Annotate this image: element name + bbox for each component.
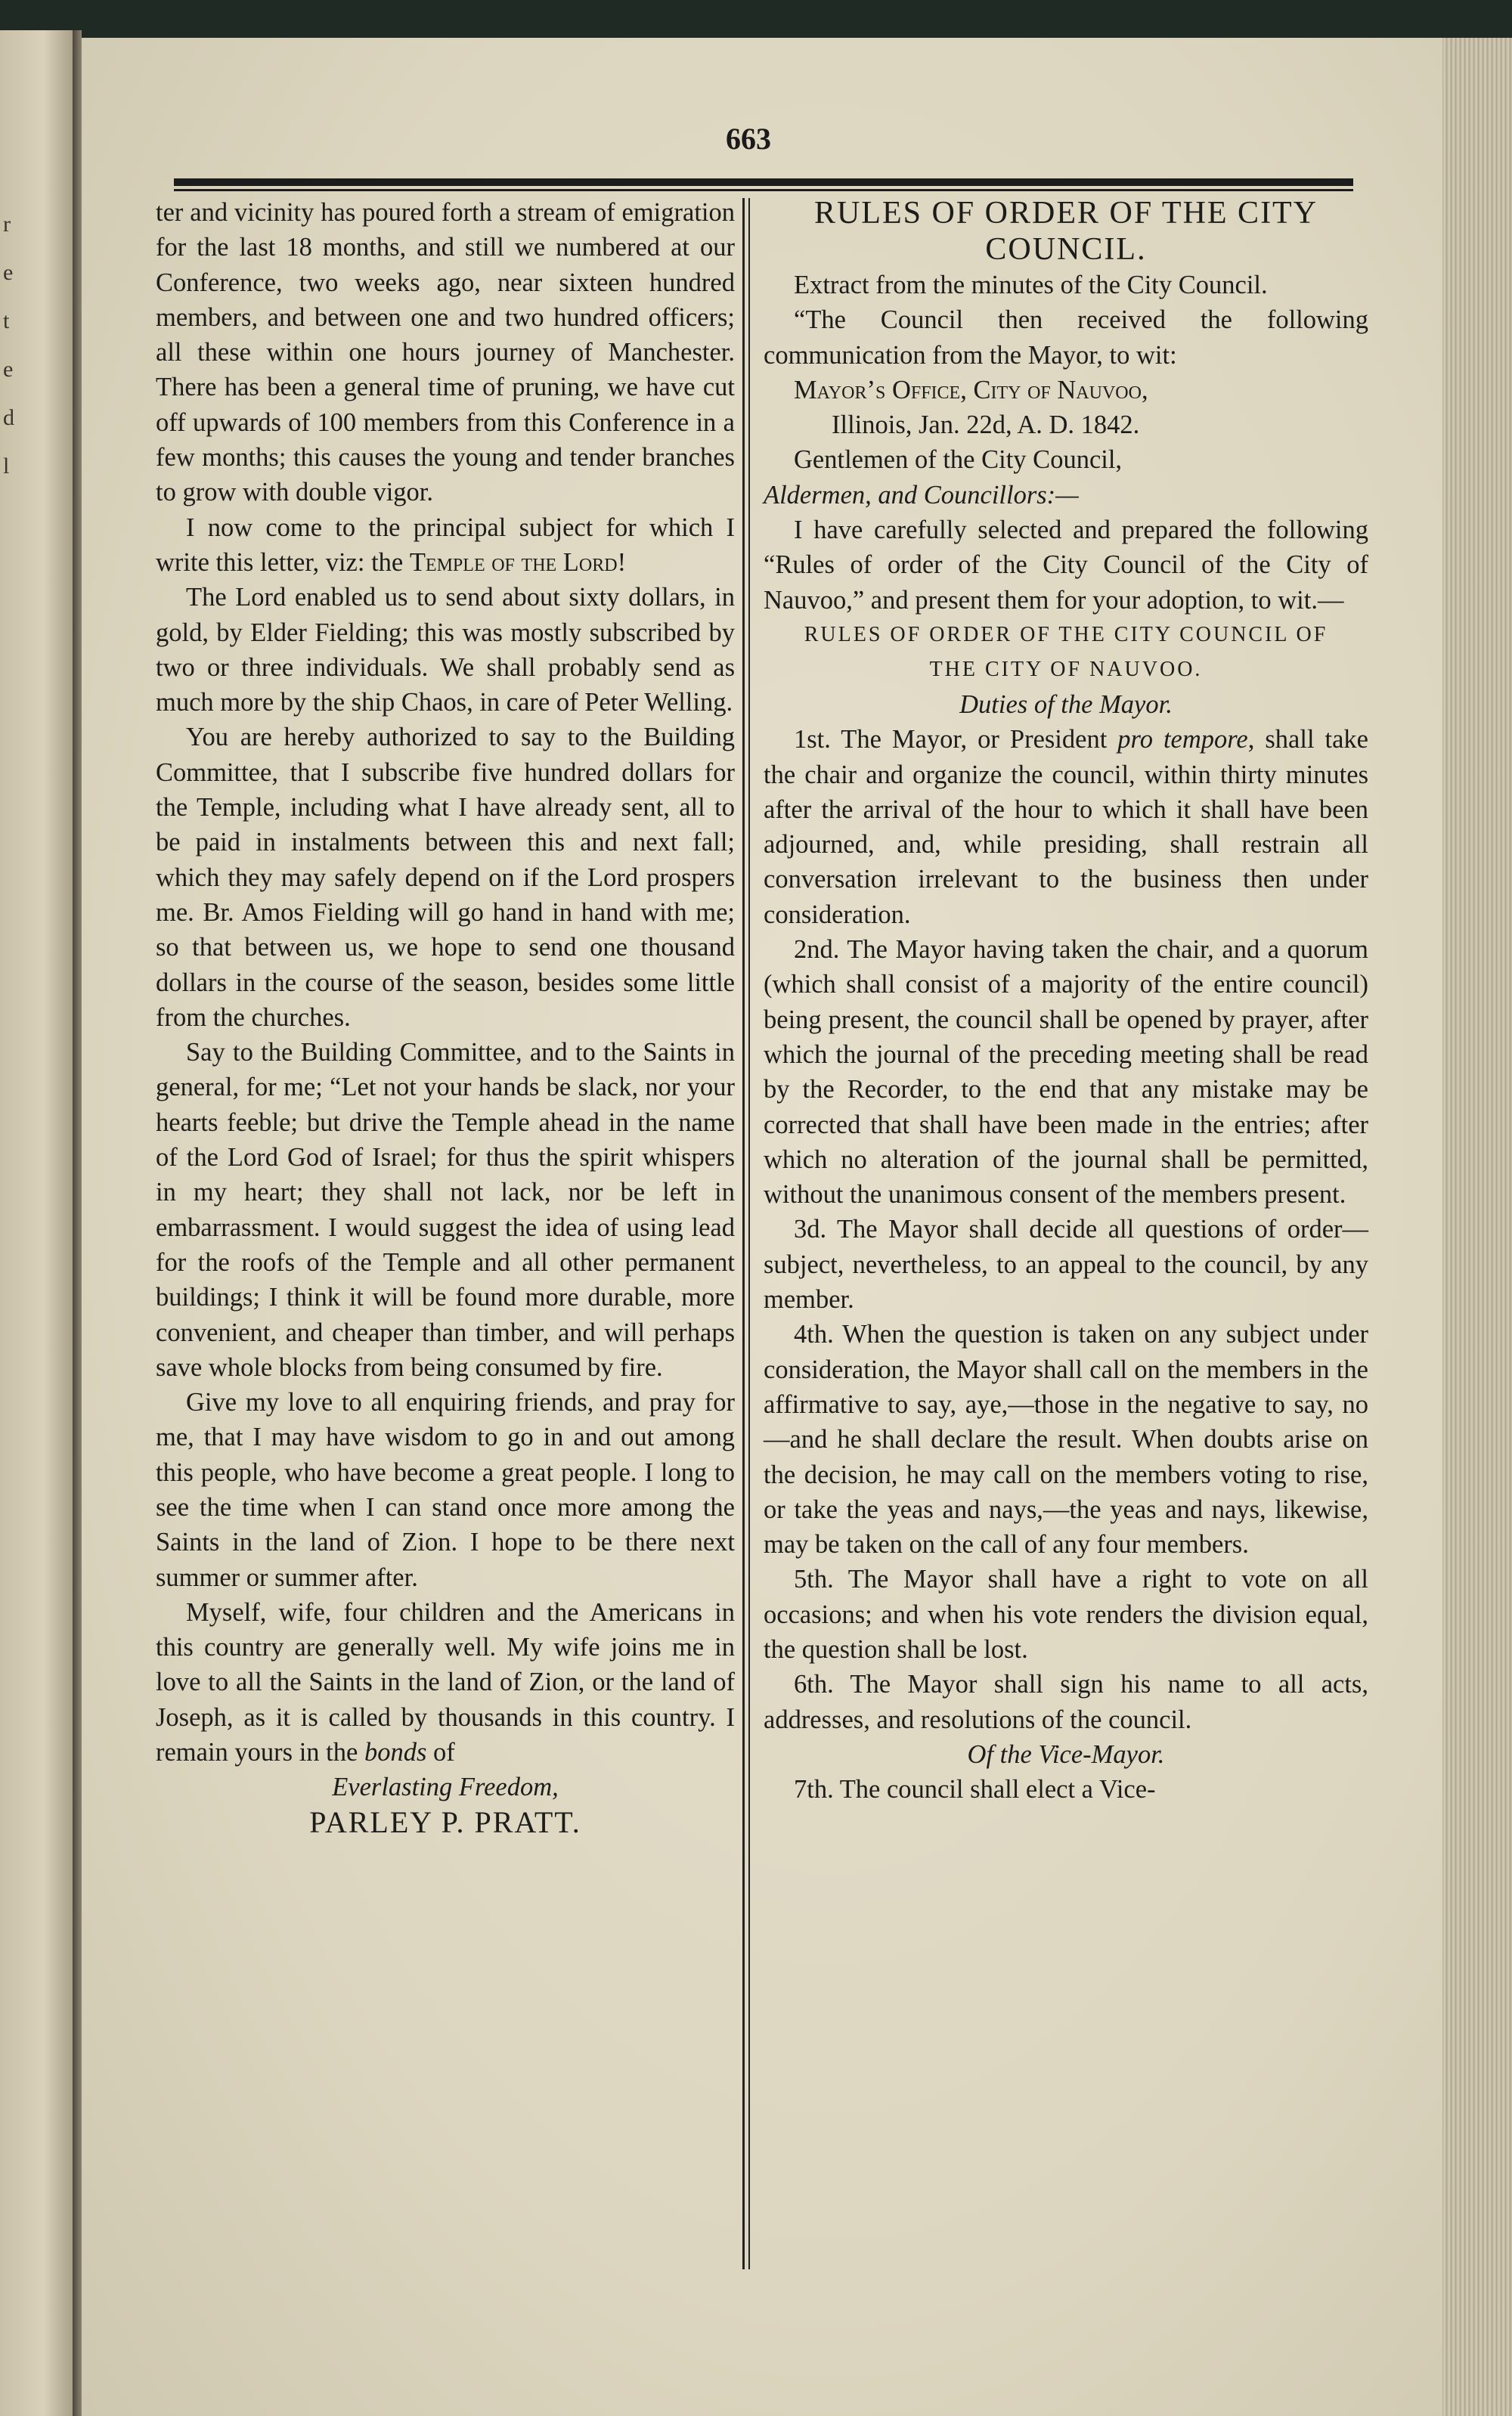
fragment-char: e: [3, 260, 14, 285]
paragraph: The Lord enabled us to send about sixty dollars, in gold, by Elder Fielding; this was mostly subscribed by two or three individuals. We shall probably send as much more by the ship Chaos, in care of Peter Welling.: [156, 583, 735, 717]
paragraph: “The Council then received the following communication from the Mayor, to wit:: [764, 305, 1368, 370]
header-rule: [174, 178, 1353, 186]
header-rule-thin: [174, 189, 1353, 191]
pro-tempore: pro tempore: [1117, 725, 1248, 754]
text: I now come to the principal subject for which I write this letter, viz: the: [156, 513, 735, 577]
salutation-2: Aldermen, and Councillors:—: [764, 480, 1079, 510]
rule-7: 7th. The council shall elect a Vice-: [794, 1775, 1156, 1804]
text: 1st. The Mayor, or President: [794, 725, 1118, 754]
paragraph: Say to the Building Committee, and to the Saints in general, for me; “Let not your hands be slack, nor your hearts feeble; but drive the Temple ahead in the name of the Lord God of Israel; for thus the spirit whispers in my heart; they shall not lack, nor be left in embarrassment. I would suggest the idea of using lead for the roofs of the Temple and all other permanent buildings; I think it will be found more durable, more convenient, and cheaper than timber, and will perhaps save whole blocks from being consumed by fire.: [156, 1038, 735, 1382]
fragment-char: r: [3, 212, 11, 237]
right-column: [764, 195, 1368, 1807]
paragraph: Give my love to all enquiring friends, and pray for me, that I may have wisdom to go in and out among this people, who have become a great people. I long to see the time when I can stand once more among the Saints in the land of Zion. I hope to be there next summer or summer after.: [156, 1388, 735, 1592]
rule-4: 4th. When the question is taken on any subject under consideration, the Mayor shall call on the members in the affirmative to say, aye,—those in the negative to say, no—and he shall declare the result. When doubts arise on the decision, he may call on the members voting to rise, or take the yeas and nays,—the yeas and nays, likewise, may be taken on the call of any four members.: [764, 1320, 1368, 1560]
rule-1: [764, 722, 1368, 932]
paragraph: Extract from the minutes of the City Council.: [794, 271, 1268, 299]
text: !: [617, 547, 627, 577]
fragment-char: l: [3, 454, 10, 479]
rule-3: 3d. The Mayor shall decide all questions of order—subject, nevertheless, to an appeal to the council, by any member.: [764, 1215, 1368, 1315]
fragment-char: t: [3, 308, 10, 333]
rule-6: 6th. The Mayor shall sign his name to all acts, addresses, and resolutions of the council.: [764, 1670, 1368, 1734]
left-column: [156, 195, 735, 1840]
text: , shall take the chair and organize the council, within thirty minutes after the arrival of the hour to which it shall have been adjourned, and, while presiding, shall restrain all conversation irrelevant to the business then under consideration.: [764, 725, 1368, 929]
previous-page-edge: [0, 30, 73, 2416]
salutation: Gentlemen of the City Council,: [794, 445, 1123, 475]
book-gutter: [73, 30, 82, 2416]
fragment-char: d: [3, 405, 14, 430]
paragraph: ter and vicinity has poured forth a stream of emigration for the last 18 months, and still we numbered at our Conference, two weeks ago, near sixteen hundred members, and between one and two hundred officers; all these within one hours journey of Manchester. There has been a general time of pruning, we have cut off upwards of 100 members from this Conference in a few months; this causes the young and tender branches to grow with double vigor.: [156, 198, 735, 507]
office-line: Mayor’s Office, City of Nauvoo,: [794, 375, 1148, 404]
closing: Everlasting Freedom,: [332, 1773, 559, 1802]
subheading: Duties of the Mayor.: [959, 689, 1173, 719]
paragraph: [156, 510, 735, 581]
rule-2: 2nd. The Mayor having taken the chair, and a quorum (which shall consist of a majority of the entire council) being present, the council shall be opened by prayer, after which the journal of the preceding meeting shall be read by the Recorder, to the end that any mistake may be corrected that shall have been made in the entries; after which no alteration of the journal shall be permitted, without the unanimous consent of the members present.: [764, 935, 1368, 1210]
bonds: bonds: [364, 1738, 427, 1767]
column-divider: [742, 198, 745, 2269]
text: Myself, wife, four children and the Americans in this country are generally well. My wife joins me in love to all the Saints in the land of Zion, or the land of Joseph, as it is called by thousands in this country. I remain yours in the: [156, 1597, 735, 1767]
signature: PARLEY P. PRATT.: [309, 1804, 581, 1839]
paragraph: [156, 1595, 735, 1770]
date-line: Illinois, Jan. 22d, A. D. 1842.: [832, 410, 1140, 440]
column-divider-thin: [748, 198, 750, 2269]
section-heading: RULES OF ORDER OF THE CITY COUNCIL.: [813, 196, 1318, 267]
rules-title: RULES OF ORDER OF THE CITY COUNCIL OF: [804, 622, 1328, 646]
page-number: 663: [726, 122, 771, 156]
previous-page-text-fragments: [3, 212, 18, 502]
page-stack-edge: [1442, 38, 1512, 2416]
fragment-char: e: [3, 357, 14, 382]
subheading: Of the Vice-Mayor.: [967, 1739, 1165, 1769]
rule-5: 5th. The Mayor shall have a right to vote on all occasions; and when his vote renders the division equal, the question shall be lost.: [764, 1565, 1368, 1664]
rules-title-2: THE CITY OF NAUVOO.: [929, 657, 1203, 681]
paragraph: I have carefully selected and prepared the following “Rules of order of the City Council of the City of Nauvoo,” and present them for your adoption, to wit.—: [764, 516, 1368, 615]
text: of: [426, 1738, 455, 1767]
temple-of-the-lord: Temple of the Lord: [409, 547, 618, 577]
paragraph: You are hereby authorized to say to the Building Committee, that I subscribe five hundred dollars for the Temple, including what I have already sent, all to be paid in instalments between this and next fall; which they may safely depend on if the Lord prospers me. Br. Amos Fielding will go hand in hand with me; so that between us, we hope to send one thousand dollars in the course of the season, besides some little from the churches.: [156, 723, 735, 1032]
